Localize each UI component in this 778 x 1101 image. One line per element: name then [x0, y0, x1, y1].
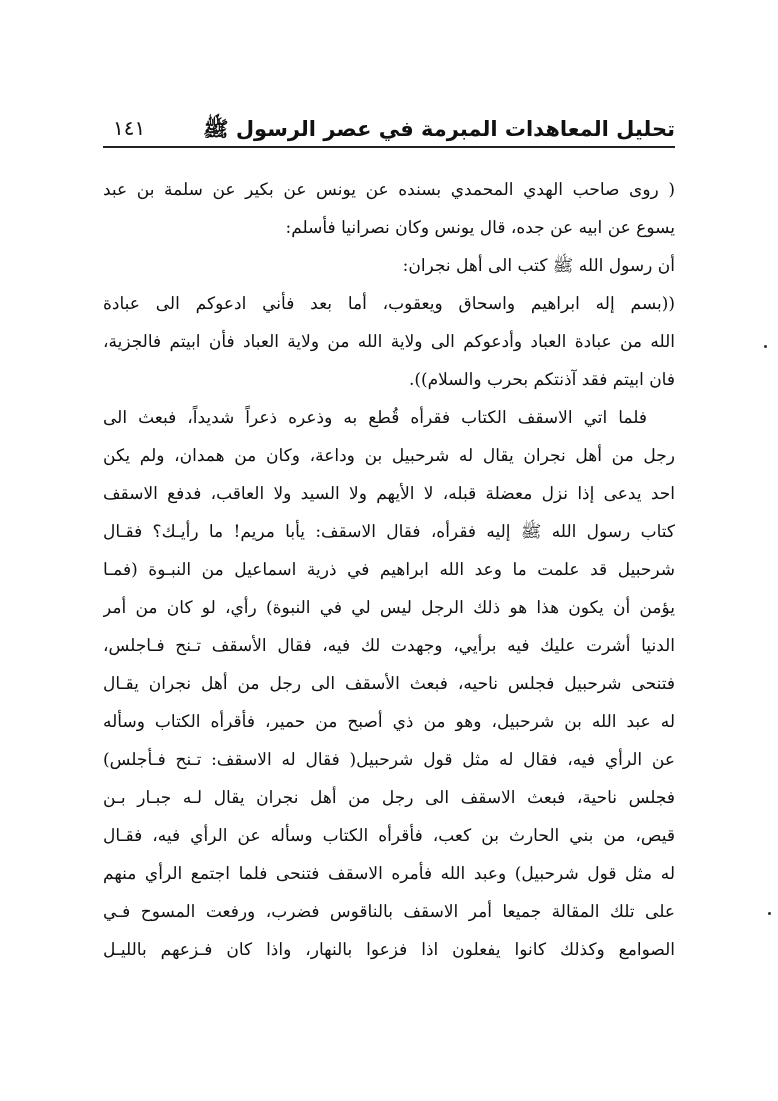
text-line: على تلك المقالة جميعا أمر الاسقف بالناقوس فضرب، ورفعت المسوح فـي: [103, 902, 675, 922]
text-line: كتاب رسول الله ﷺ إليه فقرأه، فقال الاسقف: يأبا مريم! ما رأيـك؟ فقـال: [103, 522, 675, 542]
page-header: [103, 108, 675, 148]
text-line: الله من عبادة العباد وأدعوكم الى ولاية الله من ولاية العباد فأن ابيتم فالجزية،: [103, 332, 675, 352]
text-line: ((بسم إله ابراهيم واسحاق ويعقوب، أما بعد فأني ادعوكم الى عبادة: [103, 294, 675, 314]
text-line: ( روى صاحب الهدي المحمدي بسنده عن يونس عن بكير عن سلمة بن عبد: [103, 180, 675, 200]
text-line: له عبد الله بن شرحبيل، وهو من ذي أصبح من حمير، فأقرأه الكتاب وسأله: [103, 712, 675, 732]
text-line: الدنيا أشرت عليك فيه برأيي، وجهدت لك فيه، فقال الأسقف تـنح فـاجلس،: [103, 636, 675, 656]
text-line: قيص، من بني الحارث بن كعب، فأقرأه الكتاب وسأله عن الرأي فيه، فقـال: [103, 826, 675, 846]
page-number: ١٤١: [113, 116, 146, 140]
text-line: احد يدعى إذا نزل معضلة قبله، لا الأيهم ولا السيد ولا العاقب، فدفع الاسقف: [103, 484, 675, 504]
text-line: عن الرأي فيه، فقال له مثل قول شرحبيل( فقال له الاسقف: تـنح فـأجلس): [103, 750, 675, 770]
text-line: شرحبيل قد علمت ما وعد الله ابراهيم في ذرية اسماعيل من النبـوة (فمـا: [103, 560, 675, 580]
scan-speck: [768, 912, 771, 915]
running-title: تحليل المعاهدات المبرمة في عصر الرسول ﷺ: [203, 117, 675, 141]
text-line: الصوامع وكذلك كانوا يفعلون اذا فزعوا بالنهار، واذا كان فـزعهم بالليـل: [103, 940, 675, 960]
text-line: يسوع عن ابيه عن جده، قال يونس وكان نصرانيا فأسلم:: [285, 218, 675, 238]
text-line: فتنحى شرحبيل فجلس ناحيه، فبعث الأسقف الى رجل من أهل نجران يقـال: [103, 674, 675, 694]
text-line: فجلس ناحية، فبعث الاسقف الى رجل من أهل نجران يقال لـه جبـار بـن: [103, 788, 675, 808]
body-text: [103, 171, 675, 969]
text-line: يؤمن أن يكون هذا هو ذلك الرجل ليس لي في النبوة) رأي، لو كان من أمر: [103, 598, 675, 618]
text-line: رجل من أهل نجران يقال له شرحبيل بن وداعة، وكان من همدان، ولم يكن: [103, 446, 675, 466]
text-line: أن رسول الله ﷺ كتب الى أهل نجران:: [402, 256, 675, 276]
text-line: فان ابيتم فقد آذنتكم بحرب والسلام)).: [408, 370, 675, 390]
text-line: فلما اتي الاسقف الكتاب فقرأه قُطع به وذعره ذعراً شديداً، فبعث الى: [103, 408, 647, 428]
text-line: له مثل قول شرحبيل) وعبد الله فأمره الاسقف فتنحى فلما اجتمع الرأي منهم: [103, 864, 675, 884]
header-rule: [103, 146, 675, 148]
scan-speck: [764, 345, 767, 348]
